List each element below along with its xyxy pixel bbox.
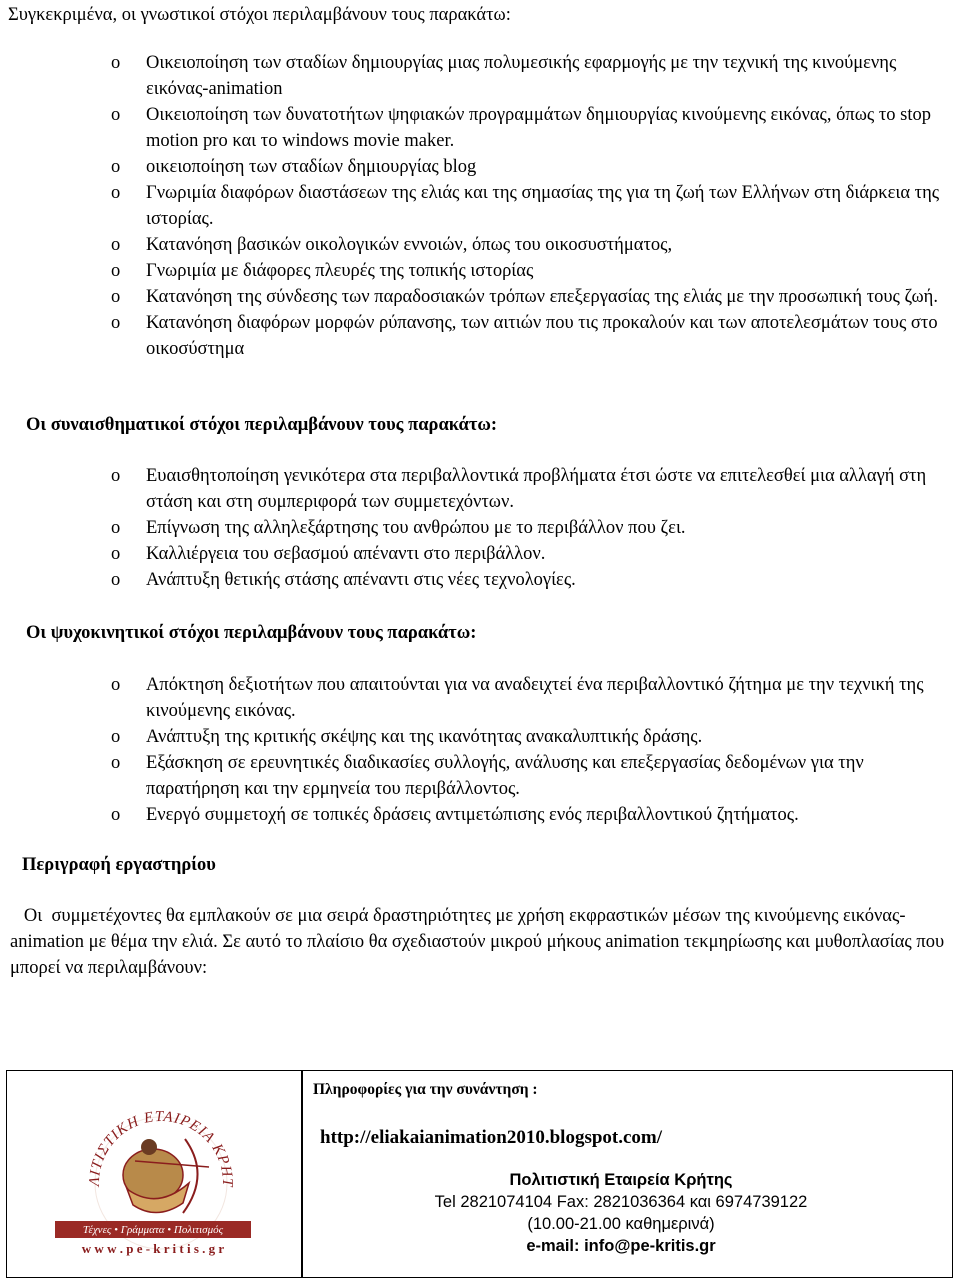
bullet-marker: o [111, 518, 121, 538]
bullet-marker: o [111, 53, 121, 73]
info-footer-box [6, 1070, 953, 1278]
phone-numbers: Tel 2821074104 Fax: 2821036364 και 6974739122 [434, 1193, 808, 1211]
contact-email[interactable]: e-mail: info@pe-kritis.gr [526, 1237, 716, 1255]
bullet-marker: o [111, 157, 121, 177]
bullet-marker: o [111, 544, 121, 564]
list-item [0, 50, 960, 102]
list-item-text: Καλλιέργεια του σεβασμού απέναντι στο περιβάλλον. [146, 544, 546, 564]
list-item-text: Κατανόηση της σύνδεσης των παραδοσιακών τρόπων επεξεργασίας της ελιάς με την προσωπική τους ζωή. [146, 287, 938, 307]
psychomotor-goals-list [0, 672, 960, 828]
contact-info [303, 1071, 953, 1277]
list-item [0, 284, 960, 310]
list-item [0, 802, 960, 828]
logo-website: w w w . p e - k r i t i s . g r [81, 1241, 225, 1256]
logo [7, 1071, 301, 1277]
list-item [0, 567, 960, 593]
list-item [0, 232, 960, 258]
list-item-text: Ανάπτυξη της κριτικής σκέψης και της ικανότητας ανακαλυπτικής δράσης. [146, 727, 703, 747]
workshop-heading: Περιγραφή εργαστηρίου [22, 855, 216, 875]
bullet-marker: o [111, 183, 121, 203]
list-item-text: Επίγνωση της αλληλεξάρτησης του ανθρώπου με το περιβάλλον που ζει. [146, 518, 686, 538]
affective-goals-list [0, 463, 960, 593]
bullet-marker: o [111, 570, 121, 590]
bullet-marker: o [111, 727, 121, 747]
list-item [0, 463, 960, 515]
bullet-marker: o [111, 805, 121, 825]
list-item-text: Ανάπτυξη θετικής στάσης απέναντι στις νέες τεχνολογίες. [146, 570, 576, 590]
bullet-marker: o [111, 675, 121, 695]
archer-figure [123, 1139, 189, 1213]
list-item [0, 102, 960, 154]
org-name: Πολιτιστική Εταιρεία Κρήτης [509, 1171, 733, 1189]
list-item-text: οικειοποίηση των σταδίων δημιουργίας blog [146, 157, 477, 177]
bullet-marker: o [111, 466, 121, 486]
list-item [0, 541, 960, 567]
list-item-text: Οικειοποίηση των σταδίων δημιουργίας μιας πολυμεσικής εφαρμογής με την τεχνική της κινούμενης εικόνας-animation [146, 53, 897, 99]
list-item-text: Ευαισθητοποίηση γενικότερα στα περιβαλλοντικά προβλήματα έτσι ώστε να επιτελεσθεί μια αλλαγή στη στάση και στη συμπεριφορά των συμμετεχόντων. [146, 466, 927, 512]
office-hours: (10.00-21.00 καθημερινά) [527, 1215, 715, 1233]
bullet-marker: o [111, 235, 121, 255]
list-item-text: Εξάσκηση σε ερευνητικές διαδικασίες συλλογής, ανάλυσης και επεξεργασίας δεδομένων για την παρατήρηση και την ερμηνεία του περιβάλλοντος. [146, 753, 864, 799]
info-title: Πληροφορίες για την συνάντηση : [313, 1081, 538, 1098]
pe-kritis-logo-icon [7, 1071, 299, 1277]
list-item-text: Κατανόηση βασικών οικολογικών εννοιών, όπως του οικοσυστήματος, [146, 235, 673, 255]
list-item [0, 310, 960, 362]
list-item [0, 180, 960, 232]
list-item [0, 154, 960, 180]
list-item [0, 672, 960, 724]
list-item [0, 750, 960, 802]
bullet-marker: o [111, 753, 121, 773]
affective-goals-heading: Οι συναισθηματικοί στόχοι περιλαμβάνουν τους παρακάτω: [26, 415, 498, 435]
cognitive-goals-intro: Συγκεκριμένα, οι γνωστικοί στόχοι περιλαμβάνουν τους παρακάτω: [8, 5, 511, 25]
list-item-text: Οικειοποίηση των δυνατοτήτων ψηφιακών προγραμμάτων δημιουργίας κινούμενης εικόνας, όπως το stop motion pro και το windows movie maker. [146, 105, 931, 151]
psychomotor-goals-heading: Οι ψυχοκινητικοί στόχοι περιλαμβάνουν τους παρακάτω: [26, 623, 477, 643]
bullet-marker: o [111, 287, 121, 307]
list-item [0, 724, 960, 750]
cognitive-goals-list [0, 50, 960, 362]
list-item [0, 258, 960, 284]
list-item-text: Απόκτηση δεξιοτήτων που απαιτούνται για να αναδειχτεί ένα περιβαλλοντικό ζήτημα με την τεχνική της κινούμενης εικόνας. [146, 675, 924, 721]
svg-text:ΠΟΛΙΤΙΣΤΙΚΗ ΕΤΑΙΡΕΙΑ ΚΡΗΤΗΣ: ΛΙΤΙΣΤΙΚΗ ΕΤΑΙΡΕΙΑ ΚΡΗΤ [86, 1108, 236, 1188]
list-item-text: Ενεργό συμμετοχή σε τοπικές δράσεις αντιμετώπισης ενός περιβαλλοντικού ζητήματος. [146, 805, 799, 825]
bullet-marker: o [111, 105, 121, 125]
list-item [0, 515, 960, 541]
blog-url-link[interactable]: http://eliakaianimation2010.blogspot.com/ [320, 1127, 663, 1148]
list-item-text: Γνωριμία διαφόρων διαστάσεων της ελιάς και της σημασίας της για τη ζωή των Ελλήνων στη διάρκεια της ιστορίας. [146, 183, 940, 229]
logo-tagline: Τέχνες • Γράμματα • Πολιτισμός [82, 1224, 224, 1236]
bullet-marker: o [111, 261, 121, 281]
workshop-paragraph: Οι συμμετέχοντες θα εμπλακούν σε μια σειρά δραστηριότητες με χρήση εκφραστικών μέσων της κινούμενης εικόνας-animation με θέμα την ελιά. Σε αυτό το πλαίσιο θα σχεδιαστούν μικρού μήκους animation τεκμηρίωσης και μυθοπλασίας που μπορεί να περιλαμβάνουν: [10, 906, 949, 978]
list-item-text: Γνωριμία με διάφορες πλευρές της τοπικής ιστορίας [146, 261, 534, 281]
bullet-marker: o [111, 313, 121, 333]
list-item-text: Κατανόηση διαφόρων μορφών ρύπανσης, των αιτιών που τις προκαλούν και των αποτελεσμάτων τους στο οικοσύστημα [146, 313, 938, 359]
